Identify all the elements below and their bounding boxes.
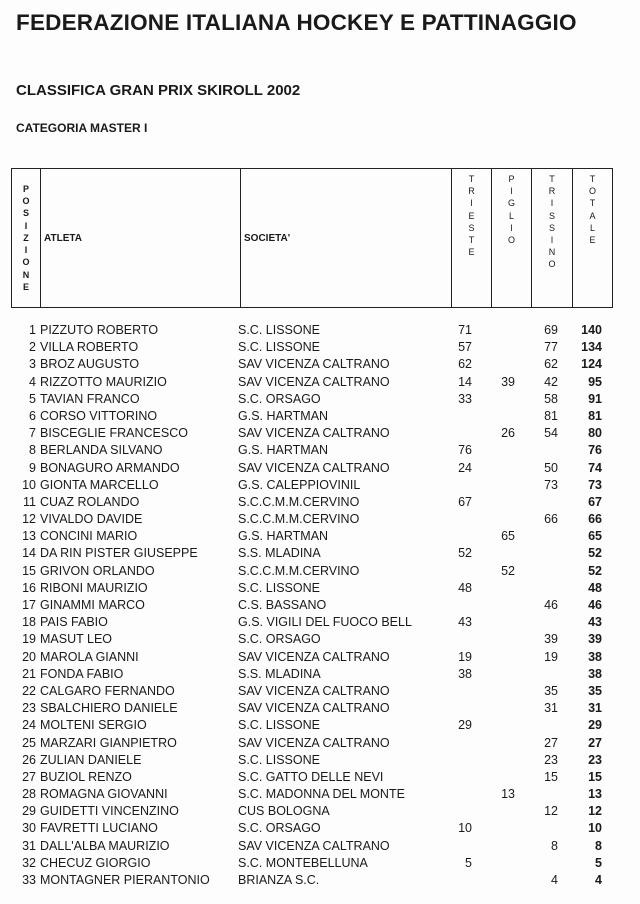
score-trissino: 77 [544,340,558,355]
score-total: 5 [595,855,602,870]
position-number: 2 [29,340,36,355]
header-letter: R [548,186,556,197]
table-row [0,718,640,735]
athlete-name: BONAGURO ARMANDO [40,460,180,475]
club-name: SAV VICENZA CALTRANO [238,649,390,664]
score-total: 73 [588,477,602,492]
header-letter: I [24,220,28,231]
club-name: S.C.C.M.M.CERVINO [238,494,360,509]
table-row [0,667,640,684]
position-number: 20 [22,649,36,664]
table-row [0,478,640,495]
score-trissino: 69 [544,323,558,337]
table-row [0,615,640,632]
club-name: SAV VICENZA CALTRANO [238,735,390,750]
header-posizione-letters [12,183,40,293]
header-letter: S [548,222,555,233]
header-letter: I [550,235,554,246]
score-trieste: 67 [458,494,472,509]
athlete-name: BUZIOL RENZO [40,769,132,784]
club-name: S.C. GATTO DELLE NEVI [238,769,384,784]
header-letter: P [22,184,29,195]
score-trieste: 5 [465,855,472,870]
header-letter: E [589,235,596,246]
score-total: 74 [588,460,602,475]
score-trieste: 33 [458,391,472,406]
score-total: 4 [595,873,602,887]
table-row [0,787,640,804]
score-total: 66 [588,512,602,527]
header-piglio-letters [492,173,531,246]
score-total: 52 [588,546,602,561]
club-name: SAV VICENZA CALTRANO [238,357,390,372]
position-number: 5 [29,391,36,406]
score-piglio: 39 [501,374,515,389]
score-trissino: 31 [544,701,558,716]
score-total: 48 [588,580,602,595]
score-piglio: 52 [501,563,515,578]
club-name: SAV VICENZA CALTRANO [238,838,390,853]
club-name: S.C.C.M.M.CERVINO [238,563,360,578]
header-trieste-letters [452,173,491,258]
column-header-table [11,168,613,308]
score-trissino: 66 [544,512,558,527]
table-row [0,461,640,478]
score-total: 80 [588,426,602,441]
score-total: 46 [588,598,602,612]
position-number: 32 [22,855,36,870]
position-number: 12 [22,512,36,527]
athlete-name: CONCINI MARIO [40,529,138,544]
club-name: S.C. ORSAGO [238,632,321,647]
score-total: 39 [588,632,602,647]
score-piglio: 65 [501,529,515,544]
club-name: SAV VICENZA CALTRANO [238,374,390,389]
athlete-name: ROMAGNA GIOVANNI [40,787,168,802]
position-number: 31 [22,838,36,853]
score-total: 38 [588,666,602,681]
table-row [0,684,640,701]
position-number: 18 [22,615,36,630]
position-number: 14 [22,546,36,561]
position-number: 1 [29,323,36,337]
header-letter: T [549,174,555,184]
score-trissino: 54 [544,426,558,441]
club-name: C.S. BASSANO [238,598,327,612]
athlete-name: CALGARO FERNANDO [40,683,175,698]
table-row [0,357,640,374]
score-trissino: 50 [544,460,558,475]
position-number: 19 [22,632,36,647]
header-trieste [452,169,492,308]
table-row [0,770,640,787]
club-name: G.S. HARTMAN [238,443,329,458]
club-name: S.S. MLADINA [238,546,321,561]
club-name: S.C. LISSONE [238,323,320,337]
header-piglio [492,169,532,308]
header-societa: SOCIETA' [241,169,452,308]
position-number: 13 [22,529,36,544]
club-name: G.S. HARTMAN [238,529,329,544]
athlete-name: CUAZ ROLANDO [40,494,140,509]
table-row [0,873,640,890]
position-number: 28 [22,787,36,802]
club-name: BRIANZA S.C. [238,873,320,887]
table-row [0,323,640,340]
athlete-name: GIONTA MARCELLO [40,477,159,492]
club-name: S.C. ORSAGO [238,391,321,406]
score-trissino: 73 [544,477,558,492]
club-name: SAV VICENZA CALTRANO [238,460,390,475]
score-trieste: 52 [458,546,472,561]
club-name: G.S. VIGILI DEL FUOCO BELL [238,615,412,630]
position-number: 17 [22,598,36,612]
club-name: S.C.C.M.M.CERVINO [238,512,360,527]
score-trieste: 38 [458,666,472,681]
club-name: CUS BOLOGNA [238,804,330,819]
header-letter: O [507,235,515,246]
athlete-name: GUIDETTI VINCENZINO [40,804,179,819]
athlete-name: TAVIAN FRANCO [40,391,140,406]
header-letter: E [468,247,475,258]
header-letter: N [22,269,30,280]
score-trissino: 19 [544,649,558,664]
athlete-name: CHECUZ GIORGIO [40,855,151,870]
position-number: 4 [29,374,36,389]
table-row [0,753,640,770]
athlete-name: FAVRETTI LUCIANO [40,821,158,836]
position-number: 22 [22,683,36,698]
athlete-name: VIVALDO DAVIDE [40,512,143,527]
score-total: 23 [588,752,602,767]
athlete-name: GINAMMI MARCO [40,598,145,612]
category-label: CATEGORIA MASTER I [16,121,148,135]
score-total: 67 [588,494,602,509]
score-trissino: 8 [551,838,558,853]
header-letter: S [22,208,29,219]
header-letter: I [510,186,513,197]
position-number: 15 [22,563,36,578]
table-row [0,443,640,460]
score-trissino: 12 [544,804,558,819]
header-letter: T [589,174,596,184]
header-letter: O [548,259,556,270]
table-row [0,581,640,598]
score-trissino: 46 [544,598,558,612]
athlete-name: RIBONI MAURIZIO [40,580,148,595]
score-trissino: 35 [544,683,558,698]
header-trissino [532,169,573,308]
athlete-name: BERLANDA SILVANO [40,443,163,458]
score-total: 35 [588,683,602,698]
score-trieste: 76 [458,443,472,458]
club-name: S.C. LISSONE [238,580,320,595]
header-letter: R [468,186,475,197]
athlete-name: DALL'ALBA MAURIZIO [40,838,170,853]
club-name: SAV VICENZA CALTRANO [238,426,390,441]
position-number: 26 [22,752,36,767]
table-row [0,546,640,563]
club-name: S.S. MLADINA [238,666,321,681]
score-total: 31 [588,701,602,716]
table-row [0,701,640,718]
header-atleta: ATLETA [41,169,241,308]
position-number: 8 [29,443,36,458]
header-letter: O [588,186,596,197]
athlete-name: FONDA FABIO [40,666,124,681]
position-number: 3 [29,357,36,372]
score-total: 27 [588,735,602,750]
score-total: 15 [588,769,602,784]
score-total: 43 [588,615,602,630]
header-totale [573,169,613,308]
club-name: S.C. LISSONE [238,752,320,767]
position-number: 6 [29,408,36,423]
score-trieste: 29 [458,718,472,733]
athlete-name: MASUT LEO [40,632,113,647]
position-number: 10 [22,477,36,492]
ranking-list [0,323,640,890]
header-letter: Z [23,232,29,243]
table-row [0,598,640,615]
club-name: G.S. HARTMAN [238,408,329,423]
header-letter: S [548,210,555,221]
position-number: 24 [22,718,36,733]
ranking-title: CLASSIFICA GRAN PRIX SKIROLL 2002 [16,82,301,99]
header-letter: P [508,174,515,184]
position-number: 27 [22,769,36,784]
table-row [0,821,640,838]
table-row [0,564,640,581]
header-letter: O [22,196,30,207]
score-piglio: 13 [501,787,515,802]
score-trieste: 62 [458,357,472,372]
score-trieste: 24 [458,460,472,475]
score-total: 29 [588,718,602,733]
score-total: 38 [588,649,602,664]
athlete-name: GRIVON ORLANDO [40,563,155,578]
score-trieste: 10 [458,821,472,836]
table-row [0,632,640,649]
score-trissino: 58 [544,391,558,406]
table-row [0,650,640,667]
header-trissino-letters [532,173,572,271]
position-number: 25 [22,735,36,750]
table-row [0,340,640,357]
header-letter: O [22,257,30,268]
score-trissino: 4 [551,873,558,887]
header-letter: I [550,198,554,209]
athlete-name: BISCEGLIE FRANCESCO [40,426,188,441]
header-letter: E [468,210,475,221]
athlete-name: MOLTENI SERGIO [40,718,147,733]
score-trieste: 14 [458,374,472,389]
header-letter: T [468,174,475,184]
athlete-name: MAROLA GIANNI [40,649,139,664]
score-total: 8 [595,838,602,853]
score-trissino: 81 [544,408,558,423]
header-letter: I [510,222,513,233]
header-letter: A [589,210,596,221]
score-piglio: 26 [501,426,515,441]
club-name: S.C. MADONNA DEL MONTE [238,787,405,802]
table-row [0,736,640,753]
position-number: 33 [22,873,36,887]
table-row [0,529,640,546]
position-number: 21 [22,666,36,681]
table-row [0,409,640,426]
score-trieste: 48 [458,580,472,595]
athlete-name: BROZ AUGUSTO [40,357,140,372]
score-trissino: 15 [544,769,558,784]
table-row [0,512,640,529]
score-trissino: 62 [544,357,558,372]
header-letter: T [468,235,475,246]
score-total: 10 [588,821,602,836]
position-number: 9 [29,460,36,475]
score-total: 76 [588,443,602,458]
position-number: 29 [22,804,36,819]
header-letter: G [507,198,515,209]
header-letter: I [470,198,473,209]
score-total: 134 [581,340,602,355]
athlete-name: PAIS FABIO [40,615,108,630]
score-trissino: 23 [544,752,558,767]
table-row [0,495,640,512]
header-letter: I [24,245,28,256]
athlete-name: PIZZUTO ROBERTO [40,323,159,337]
score-total: 52 [588,563,602,578]
athlete-name: MONTAGNER PIERANTONIO [40,873,210,887]
position-number: 30 [22,821,36,836]
header-letter: N [548,247,556,258]
athlete-name: VILLA ROBERTO [40,340,139,355]
header-letter: L [589,222,595,233]
athlete-name: DA RIN PISTER GIUSEPPE [40,546,198,561]
athlete-name: CORSO VITTORINO [40,408,158,423]
score-total: 95 [588,374,602,389]
score-trissino: 42 [544,374,558,389]
position-number: 23 [22,701,36,716]
score-trieste: 43 [458,615,472,630]
athlete-name: MARZARI GIANPIETRO [40,735,177,750]
athlete-name: ZULIAN DANIELE [40,752,142,767]
club-name: G.S. CALEPPIOVINIL [238,477,361,492]
position-number: 16 [22,580,36,595]
table-row [0,839,640,856]
document-title: FEDERAZIONE ITALIANA HOCKEY E PATTINAGGIO [16,10,577,35]
score-total: 13 [588,787,602,802]
score-trieste: 57 [458,340,472,355]
score-trissino: 39 [544,632,558,647]
athlete-name: SBALCHIERO DANIELE [40,701,178,716]
score-total: 12 [588,804,602,819]
header-posizione [12,169,41,308]
header-letter: E [22,281,29,292]
score-trieste: 71 [458,323,472,337]
club-name: S.C. LISSONE [238,718,320,733]
club-name: S.C. LISSONE [238,340,320,355]
score-total: 65 [588,529,602,544]
header-letter: L [508,210,514,221]
table-row [0,856,640,873]
club-name: S.C. MONTEBELLUNA [238,855,368,870]
header-totale-letters [573,173,612,246]
position-number: 7 [29,426,36,441]
score-total: 140 [581,323,602,337]
score-total: 91 [588,391,602,406]
table-row [0,375,640,392]
score-total: 124 [581,357,602,372]
score-trissino: 27 [544,735,558,750]
club-name: S.C. ORSAGO [238,821,321,836]
score-trieste: 19 [458,649,472,664]
score-total: 81 [588,408,602,423]
athlete-name: RIZZOTTO MAURIZIO [40,374,167,389]
table-row [0,804,640,821]
club-name: SAV VICENZA CALTRANO [238,683,390,698]
header-letter: S [468,222,475,233]
position-number: 11 [23,494,36,509]
header-letter: T [589,198,596,209]
table-row [0,392,640,409]
club-name: SAV VICENZA CALTRANO [238,701,390,716]
table-row [0,426,640,443]
